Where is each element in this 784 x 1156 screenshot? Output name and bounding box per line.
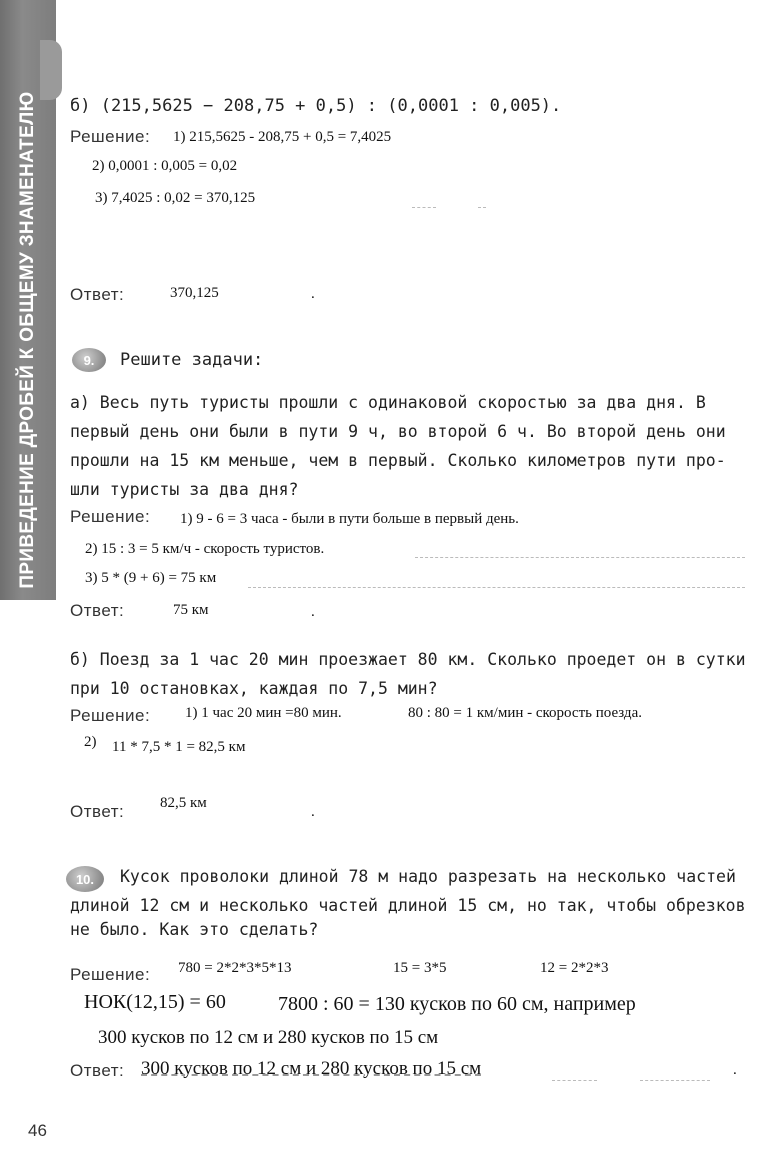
task9a-step-2: 2) 15 : 3 = 5 км/ч - скорость туристов. — [85, 541, 325, 557]
task8b-problem: б) (215,5625 − 208,75 + 0,5) : (0,0001 : 0,005). — [70, 96, 562, 116]
task9b-answer: 82,5 км — [160, 795, 207, 811]
task10-pieces: 300 кусков по 12 см и 280 кусков по 15 см — [98, 1027, 439, 1048]
task9a-line: а) Весь путь туристы прошли с одинаковой скоростью за два дня. В — [70, 393, 706, 412]
dash-line — [640, 1080, 710, 1081]
dash-line — [552, 1080, 597, 1081]
task9b-line: б) Поезд за 1 час 20 мин проезжает 80 км. Сколько проедет он в сутки — [70, 650, 746, 669]
answer-period: . — [311, 604, 315, 620]
task9a-solution-label: Решение: — [70, 507, 151, 526]
task10-number-badge: 10. — [66, 866, 104, 892]
task9b-answer-label: Ответ: — [70, 802, 125, 821]
task9b-step-2-number: 2) — [84, 734, 97, 750]
task10-answer-label: Ответ: — [70, 1061, 125, 1080]
task8b-step-2: 2) 0,0001 : 0,005 = 0,02 — [92, 158, 238, 174]
task10-calc-1: 780 = 2*2*3*5*13 — [178, 960, 292, 976]
dash-line — [415, 557, 745, 558]
task9b-text — [70, 645, 750, 703]
page-number: 46 — [28, 1121, 47, 1140]
task9a-line: прошли на 15 км меньше, чем в первый. Сколько километров пути про- — [70, 451, 726, 470]
task8b-step-3: 3) 7,4025 : 0,02 = 370,125 — [95, 190, 256, 206]
dash-line — [412, 207, 436, 208]
task9a-line: шли туристы за два дня? — [70, 480, 299, 499]
task9b-step-1b: 80 : 80 = 1 км/мин - скорость поезда. — [408, 705, 642, 721]
task10-calc-2: 15 = 3*5 — [393, 960, 447, 976]
dash-line — [248, 587, 745, 588]
task10-line: Кусок проволоки длиной 78 м надо разрезать на несколько частей — [120, 867, 736, 886]
task10-nok: НОК(12,15) = 60 — [84, 991, 226, 1013]
task9-number-badge: 9. — [72, 348, 106, 372]
task10-division: 7800 : 60 = 130 кусков по 60 см, например — [278, 993, 636, 1015]
answer-period: . — [733, 1062, 737, 1078]
task8b-answer: 370,125 — [170, 285, 219, 301]
answer-period: . — [311, 804, 315, 820]
task10-solution-label: Решение: — [70, 965, 151, 984]
task9a-answer: 75 км — [173, 602, 209, 618]
task9a-answer-label: Ответ: — [70, 601, 125, 620]
task9a-line: первый день они были в пути 9 ч, во второй 6 ч. Во второй день они — [70, 422, 726, 441]
task9a-step-3: 3) 5 * (9 + 6) = 75 км — [85, 570, 217, 586]
task9b-step-1: 1) 1 час 20 мин =80 мин. — [185, 705, 342, 721]
task8b-solution-label: Решение: — [70, 127, 151, 146]
task8b-step-1: 1) 215,5625 - 208,75 + 0,5 = 7,4025 — [173, 129, 392, 145]
task9b-line: при 10 остановках, каждая по 7,5 мин? — [70, 679, 438, 698]
task10-line: длиной 12 см и несколько частей длиной 15 см, но так, чтобы обрезков — [70, 896, 746, 915]
task9-heading: Решите задачи: — [120, 350, 264, 370]
answer-period: . — [311, 286, 315, 302]
task10-line: не было. Как это сделать? — [70, 920, 319, 939]
side-banner-title: ПРИВЕДЕНИЕ ДРОБЕЙ К ОБЩЕМУ ЗНАМЕНАТЕЛЮ — [17, 91, 38, 589]
task10-answer: 300 кусков по 12 см и 280 кусков по 15 см — [141, 1058, 482, 1079]
dash-line — [478, 207, 486, 208]
task9a-text — [70, 388, 750, 504]
task9a-step-1: 1) 9 - 6 = 3 часа - были в пути больше в первый день. — [180, 511, 519, 527]
task8b-answer-label: Ответ: — [70, 285, 125, 304]
task9b-solution-label: Решение: — [70, 706, 151, 725]
task9b-step-2: 11 * 7,5 * 1 = 82,5 км — [112, 739, 246, 755]
task10-calc-3: 12 = 2*2*3 — [540, 960, 609, 976]
